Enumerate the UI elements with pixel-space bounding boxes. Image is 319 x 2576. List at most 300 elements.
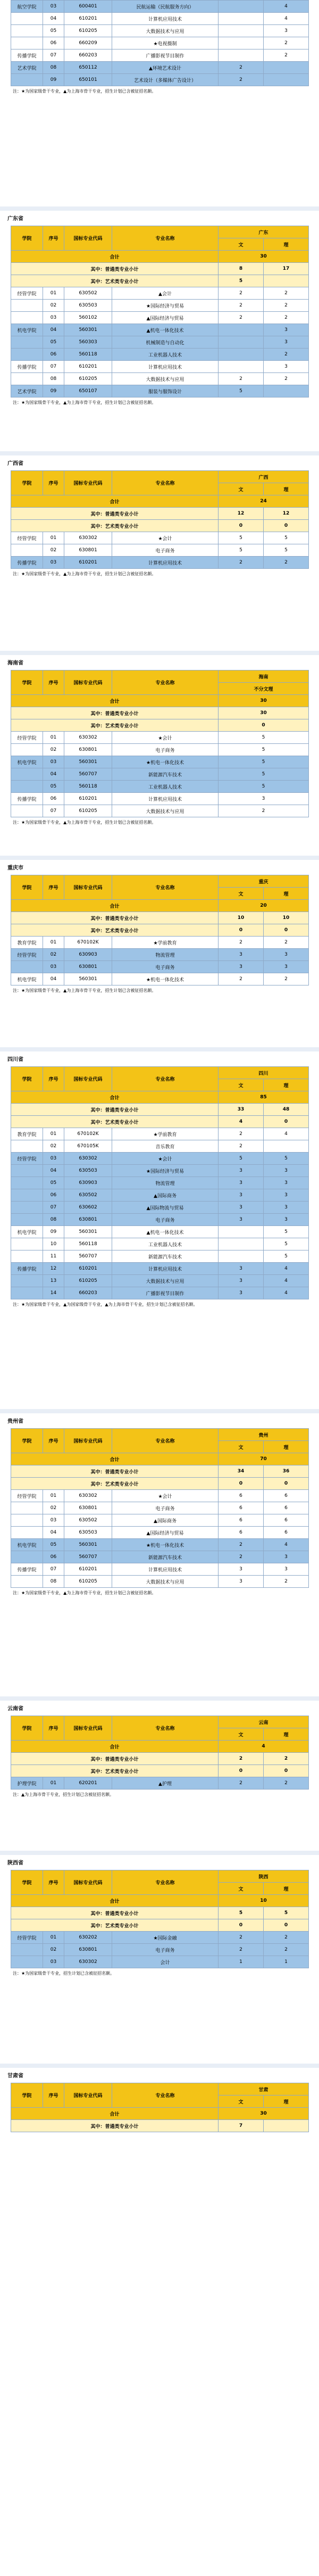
college-cell bbox=[11, 1177, 43, 1189]
college-cell bbox=[11, 744, 43, 756]
general-arts-value: 12 bbox=[219, 508, 264, 520]
general-subtotal-label: 其中：普通类专业小计 bbox=[11, 1465, 219, 1478]
major-cell: ★会计 bbox=[112, 1153, 219, 1165]
college-cell bbox=[11, 25, 43, 37]
code-cell: 670102K bbox=[64, 937, 112, 949]
science-cell: 3 bbox=[264, 25, 309, 37]
major-cell: 计算机应用技术 bbox=[112, 793, 219, 805]
table-row bbox=[11, 74, 309, 86]
no-cell: 01 bbox=[43, 1932, 64, 1944]
science-cell: 3 bbox=[264, 361, 309, 373]
no-cell: 07 bbox=[43, 805, 64, 817]
arts-cell bbox=[219, 37, 264, 49]
arts-cell bbox=[219, 13, 264, 25]
code-cell: 560301 bbox=[64, 973, 112, 985]
arts-cell bbox=[219, 49, 264, 62]
province-title: 广东省 bbox=[7, 216, 23, 222]
general-arts-value: 34 bbox=[219, 1465, 264, 1478]
science-cell: 3 bbox=[264, 1189, 309, 1202]
major-cell: 物流管理 bbox=[112, 949, 219, 961]
province-section-guangdong bbox=[0, 213, 319, 408]
code-cell: 560303 bbox=[64, 336, 112, 349]
code-cell: 630503 bbox=[64, 1527, 112, 1539]
arts-cell: 3 bbox=[219, 1275, 264, 1287]
table-row bbox=[11, 13, 309, 25]
art-subtotal-row bbox=[11, 719, 309, 732]
no-cell: 13 bbox=[43, 1275, 64, 1287]
major-cell: ▲国际经济与贸易 bbox=[112, 312, 219, 324]
code-cell: 630302 bbox=[64, 532, 112, 544]
table-row bbox=[11, 1514, 309, 1527]
science-cell: 4 bbox=[264, 1263, 309, 1275]
general-science-value: 36 bbox=[264, 1465, 309, 1478]
arts-cell: 2 bbox=[219, 1539, 264, 1551]
code-cell: 610201 bbox=[64, 793, 112, 805]
science-cell: 2 bbox=[264, 1944, 309, 1956]
table-row bbox=[11, 744, 309, 756]
major-cell: ▲国际商务 bbox=[112, 1514, 219, 1527]
header-arts: 文 bbox=[219, 2095, 264, 2108]
no-cell: 02 bbox=[43, 744, 64, 756]
header-code: 国标专业代码 bbox=[64, 1870, 112, 1895]
no-cell: 01 bbox=[43, 532, 64, 544]
science-cell: 3 bbox=[264, 1165, 309, 1177]
science-cell: 3 bbox=[264, 1551, 309, 1563]
science-cell: 5 bbox=[264, 532, 309, 544]
major-cell: ★会计 bbox=[112, 732, 219, 744]
header-code: 国标专业代码 bbox=[64, 2083, 112, 2108]
code-cell: 630801 bbox=[64, 1502, 112, 1514]
code-cell: 560118 bbox=[64, 349, 112, 361]
code-cell: 610205 bbox=[64, 805, 112, 817]
table-row bbox=[11, 1165, 309, 1177]
college-cell: 机电学院 bbox=[11, 756, 43, 768]
code-cell: 560102 bbox=[64, 312, 112, 324]
science-cell: 1 bbox=[264, 1956, 309, 1968]
science-cell: 3 bbox=[264, 324, 309, 336]
province-title: 贵州省 bbox=[7, 1419, 23, 1424]
total-label: 合计 bbox=[11, 900, 219, 912]
science-cell: 6 bbox=[264, 1514, 309, 1527]
general-arts-value: 8 bbox=[219, 263, 264, 275]
college-cell: 机电学院 bbox=[11, 324, 43, 336]
college-cell: 传播学院 bbox=[11, 1263, 43, 1275]
value-cell: 5 bbox=[219, 744, 309, 756]
science-cell bbox=[264, 74, 309, 86]
header-province: 陕西 bbox=[219, 1870, 309, 1883]
no-cell: 03 bbox=[43, 312, 64, 324]
major-cell: 物流管理 bbox=[112, 1177, 219, 1189]
science-cell: 5 bbox=[264, 544, 309, 557]
table-note: 注：★为国家级骨干专业，▲为上海市骨干专业，招生计划已含被征招名额。 bbox=[13, 89, 156, 94]
science-cell bbox=[264, 1140, 309, 1153]
table-note: 注：★为国家级骨干专业，▲为上海市骨干专业，招生计划已含被征招名额。 bbox=[13, 571, 156, 576]
header-major: 专业名称 bbox=[112, 226, 219, 251]
province-title: 甘肃省 bbox=[7, 2073, 23, 2079]
no-cell: 05 bbox=[43, 781, 64, 793]
no-cell: 08 bbox=[43, 373, 64, 385]
total-label: 合计 bbox=[11, 251, 219, 263]
science-cell: 2 bbox=[264, 312, 309, 324]
header-code: 国标专业代码 bbox=[64, 670, 112, 695]
major-cell: ▲会计 bbox=[112, 287, 219, 300]
college-cell bbox=[11, 1514, 43, 1527]
table-row bbox=[11, 732, 309, 744]
major-cell: 广播影视节目制作 bbox=[112, 1287, 219, 1299]
table-note: 注：★为国家级骨干专业，▲为上海市骨干专业，招生计划已含被征招名额。 bbox=[13, 988, 156, 993]
section-divider bbox=[0, 206, 319, 211]
science-cell: 3 bbox=[264, 1563, 309, 1576]
table-row bbox=[11, 973, 309, 985]
major-cell: ★机电一体化技术 bbox=[112, 756, 219, 768]
header-science: 理 bbox=[264, 888, 309, 900]
province-title: 陕西省 bbox=[7, 1860, 23, 1866]
total-label: 合计 bbox=[11, 2108, 219, 2120]
arts-cell bbox=[219, 1238, 264, 1250]
plan-table bbox=[11, 875, 309, 985]
code-cell: 560118 bbox=[64, 1238, 112, 1250]
general-science-value: 12 bbox=[264, 508, 309, 520]
major-cell: 计算机应用技术 bbox=[112, 1563, 219, 1576]
section-divider bbox=[0, 1047, 319, 1051]
science-cell: 4 bbox=[264, 1128, 309, 1140]
major-cell: ★学前教育 bbox=[112, 937, 219, 949]
general-subtotal-label: 其中：普通类专业小计 bbox=[11, 1907, 219, 1919]
arts-cell: 5 bbox=[219, 385, 264, 397]
arts-cell: 3 bbox=[219, 1202, 264, 1214]
table-row bbox=[11, 385, 309, 397]
value-cell: 2 bbox=[219, 805, 309, 817]
no-cell: 05 bbox=[43, 25, 64, 37]
table-row bbox=[11, 1140, 309, 1153]
art-subtotal-label: 其中：艺术类专业小计 bbox=[11, 1116, 219, 1128]
total-row bbox=[11, 900, 309, 912]
science-cell: 2 bbox=[264, 49, 309, 62]
table-row bbox=[11, 1, 309, 13]
value-cell: 5 bbox=[219, 781, 309, 793]
header-no: 序号 bbox=[43, 2083, 64, 2108]
art-subtotal-row bbox=[11, 1116, 309, 1128]
header-college: 学院 bbox=[11, 1716, 43, 1741]
code-cell: 670102K bbox=[64, 1128, 112, 1140]
table-note: 注：★为国家级骨干专业，▲为上海市骨干专业，招生计划已含被征招名额。 bbox=[13, 400, 156, 405]
arts-cell: 3 bbox=[219, 1177, 264, 1189]
table-row bbox=[11, 1539, 309, 1551]
header-science: 理 bbox=[264, 2095, 309, 2108]
code-cell: 610201 bbox=[64, 557, 112, 569]
table-row bbox=[11, 37, 309, 49]
header-major: 专业名称 bbox=[112, 471, 219, 495]
table-header bbox=[11, 1870, 309, 1883]
no-cell: 01 bbox=[43, 732, 64, 744]
header-no: 序号 bbox=[43, 471, 64, 495]
science-cell: 2 bbox=[264, 1777, 309, 1790]
total-row bbox=[11, 251, 309, 263]
plan-table bbox=[11, 0, 309, 86]
major-cell: 工业机器人技术 bbox=[112, 1238, 219, 1250]
code-cell: 650112 bbox=[64, 62, 112, 74]
general-subtotal-row bbox=[11, 508, 309, 520]
science-cell: 3 bbox=[264, 1202, 309, 1214]
arts-cell bbox=[219, 25, 264, 37]
major-cell: ★机电一体化技术 bbox=[112, 973, 219, 985]
header-major: 专业名称 bbox=[112, 875, 219, 900]
header-province: 海南 bbox=[219, 670, 309, 683]
arts-cell: 6 bbox=[219, 1514, 264, 1527]
art-subtotal-row bbox=[11, 1478, 309, 1490]
general-arts-value: 2 bbox=[219, 1753, 264, 1765]
header-arts: 文 bbox=[219, 1883, 264, 1895]
header-science: 理 bbox=[264, 1441, 309, 1453]
no-cell: 06 bbox=[43, 1189, 64, 1202]
general-subtotal-row bbox=[11, 1104, 309, 1116]
arts-cell: 3 bbox=[219, 1189, 264, 1202]
general-arts-value: 10 bbox=[219, 912, 264, 924]
plan-table bbox=[11, 226, 309, 397]
no-cell: 02 bbox=[43, 544, 64, 557]
no-cell: 07 bbox=[43, 361, 64, 373]
art-arts-value: 0 bbox=[219, 924, 264, 937]
science-cell: 2 bbox=[264, 37, 309, 49]
no-cell: 03 bbox=[43, 1956, 64, 1968]
general-subtotal-label: 其中：普通类专业小计 bbox=[11, 1753, 219, 1765]
header-undivided: 不分文理 bbox=[219, 683, 309, 695]
science-cell: 4 bbox=[264, 1275, 309, 1287]
art-subtotal-label: 其中：艺术类专业小计 bbox=[11, 275, 219, 287]
major-cell: 民航运输（民航服务方向） bbox=[112, 1, 219, 13]
general-science-value: 5 bbox=[264, 1907, 309, 1919]
header-major: 专业名称 bbox=[112, 670, 219, 695]
total-value: 10 bbox=[219, 1895, 309, 1907]
science-cell bbox=[264, 385, 309, 397]
general-subtotal-row bbox=[11, 1465, 309, 1478]
general-science-value bbox=[264, 2120, 309, 2132]
no-cell: 14 bbox=[43, 1287, 64, 1299]
college-cell bbox=[11, 1140, 43, 1153]
college-cell: 经管学院 bbox=[11, 1153, 43, 1165]
major-cell: ▲机电一体化技术 bbox=[112, 1226, 219, 1238]
header-province: 重庆 bbox=[219, 875, 309, 888]
table-row bbox=[11, 25, 309, 37]
total-value: 20 bbox=[219, 900, 309, 912]
art-subtotal-label: 其中：艺术类专业小计 bbox=[11, 924, 219, 937]
no-cell: 06 bbox=[43, 37, 64, 49]
major-cell: ▲环境艺术设计 bbox=[112, 62, 219, 74]
header-college: 学院 bbox=[11, 1067, 43, 1091]
table-note: 注：★为国家级骨干专业，▲为国家级骨干专业，▲为上海市骨干专业，招生计划已含被征招名额。 bbox=[13, 1302, 198, 1307]
table-row bbox=[11, 805, 309, 817]
art-subtotal-label: 其中：艺术类专业小计 bbox=[11, 719, 219, 732]
art-science-value: 0 bbox=[264, 520, 309, 532]
header-college: 学院 bbox=[11, 2083, 43, 2108]
table-header bbox=[11, 670, 309, 683]
major-cell: ★国际经济与贸易 bbox=[112, 300, 219, 312]
no-cell: 09 bbox=[43, 74, 64, 86]
table-row bbox=[11, 287, 309, 300]
arts-cell: 3 bbox=[219, 1263, 264, 1275]
table-row bbox=[11, 1287, 309, 1299]
code-cell: 660203 bbox=[64, 49, 112, 62]
table-row bbox=[11, 1189, 309, 1202]
art-subtotal-row bbox=[11, 1919, 309, 1932]
major-cell: ▲国际物流与贸易 bbox=[112, 1202, 219, 1214]
province-title: 重庆市 bbox=[7, 865, 23, 871]
no-cell: 01 bbox=[43, 1490, 64, 1502]
science-cell: 3 bbox=[264, 1177, 309, 1189]
college-cell: 传播学院 bbox=[11, 1563, 43, 1576]
table-row bbox=[11, 768, 309, 781]
table-header bbox=[11, 1716, 309, 1728]
code-cell: 560301 bbox=[64, 756, 112, 768]
college-cell bbox=[11, 781, 43, 793]
table-row bbox=[11, 1502, 309, 1514]
major-cell: 电子商务 bbox=[112, 1502, 219, 1514]
code-cell: 630302 bbox=[64, 1490, 112, 1502]
header-major: 专业名称 bbox=[112, 1067, 219, 1091]
code-cell: 630801 bbox=[64, 1944, 112, 1956]
total-row bbox=[11, 495, 309, 508]
no-cell: 04 bbox=[43, 768, 64, 781]
total-row bbox=[11, 1895, 309, 1907]
code-cell: 600401 bbox=[64, 1, 112, 13]
general-science-value: 2 bbox=[264, 1753, 309, 1765]
arts-cell: 2 bbox=[219, 62, 264, 74]
no-cell: 02 bbox=[43, 1944, 64, 1956]
no-cell: 06 bbox=[43, 793, 64, 805]
art-subtotal-row bbox=[11, 1765, 309, 1777]
college-cell bbox=[11, 74, 43, 86]
code-cell: 630801 bbox=[64, 744, 112, 756]
table-note: 注：▲为上海市骨干专业，招生计划已含被征招名额。 bbox=[13, 1792, 114, 1797]
no-cell: 07 bbox=[43, 1563, 64, 1576]
table-row bbox=[11, 62, 309, 74]
college-cell: 传播学院 bbox=[11, 557, 43, 569]
header-arts: 文 bbox=[219, 1441, 264, 1453]
no-cell: 02 bbox=[43, 1140, 64, 1153]
table-header bbox=[11, 875, 309, 888]
table-row bbox=[11, 937, 309, 949]
section-divider bbox=[0, 1851, 319, 1855]
college-cell bbox=[11, 1576, 43, 1588]
arts-cell: 3 bbox=[219, 1576, 264, 1588]
general-subtotal-label: 其中：普通类专业小计 bbox=[11, 508, 219, 520]
science-cell: 2 bbox=[264, 973, 309, 985]
no-cell: 07 bbox=[43, 49, 64, 62]
college-cell bbox=[11, 1202, 43, 1214]
college-cell bbox=[11, 1551, 43, 1563]
header-arts: 文 bbox=[219, 1079, 264, 1091]
science-cell: 3 bbox=[264, 1214, 309, 1226]
no-cell: 05 bbox=[43, 336, 64, 349]
table-row bbox=[11, 1202, 309, 1214]
major-cell: 工业机器人技术 bbox=[112, 781, 219, 793]
header-major: 专业名称 bbox=[112, 1870, 219, 1895]
header-science: 理 bbox=[264, 1079, 309, 1091]
arts-cell: 3 bbox=[219, 949, 264, 961]
arts-cell bbox=[219, 324, 264, 336]
major-cell: 音乐教育 bbox=[112, 1140, 219, 1153]
no-cell: 06 bbox=[43, 1551, 64, 1563]
art-arts-value: 0 bbox=[219, 520, 264, 532]
total-value: 70 bbox=[219, 1453, 309, 1465]
arts-cell: 3 bbox=[219, 961, 264, 973]
major-cell: 艺术设计（多媒体广告设计） bbox=[112, 74, 219, 86]
science-cell: 2 bbox=[264, 1576, 309, 1588]
arts-cell bbox=[219, 1, 264, 13]
table-row bbox=[11, 1238, 309, 1250]
no-cell: 08 bbox=[43, 62, 64, 74]
code-cell: 630801 bbox=[64, 1214, 112, 1226]
major-cell: 新能源汽车技术 bbox=[112, 768, 219, 781]
no-cell: 04 bbox=[43, 973, 64, 985]
header-code: 国标专业代码 bbox=[64, 226, 112, 251]
science-cell: 3 bbox=[264, 949, 309, 961]
total-value: 30 bbox=[219, 251, 309, 263]
header-no: 序号 bbox=[43, 670, 64, 695]
code-cell: 560707 bbox=[64, 1551, 112, 1563]
no-cell: 02 bbox=[43, 949, 64, 961]
table-row bbox=[11, 373, 309, 385]
arts-cell: 2 bbox=[219, 74, 264, 86]
science-cell bbox=[264, 62, 309, 74]
college-cell: 经管学院 bbox=[11, 1932, 43, 1944]
table-row bbox=[11, 1226, 309, 1238]
table-row bbox=[11, 532, 309, 544]
general-subtotal-row bbox=[11, 707, 309, 719]
science-cell: 4 bbox=[264, 1287, 309, 1299]
table-row bbox=[11, 1177, 309, 1189]
code-cell: 610205 bbox=[64, 373, 112, 385]
header-code: 国标专业代码 bbox=[64, 1429, 112, 1453]
code-cell: 560707 bbox=[64, 768, 112, 781]
college-cell: 艺术学院 bbox=[11, 385, 43, 397]
code-cell: 610201 bbox=[64, 361, 112, 373]
header-no: 序号 bbox=[43, 1716, 64, 1741]
college-cell: 经管学院 bbox=[11, 949, 43, 961]
major-cell: ★学前教育 bbox=[112, 1128, 219, 1140]
table-header bbox=[11, 471, 309, 483]
arts-cell: 2 bbox=[219, 312, 264, 324]
major-cell: 广播影视节目制作 bbox=[112, 49, 219, 62]
no-cell: 09 bbox=[43, 1226, 64, 1238]
college-cell bbox=[11, 961, 43, 973]
code-cell: 630801 bbox=[64, 544, 112, 557]
general-subtotal-label: 其中：普通类专业小计 bbox=[11, 912, 219, 924]
college-cell bbox=[11, 1527, 43, 1539]
science-cell: 5 bbox=[264, 1226, 309, 1238]
major-cell: 新能源汽车技术 bbox=[112, 1250, 219, 1263]
arts-cell: 2 bbox=[219, 557, 264, 569]
arts-cell: 2 bbox=[219, 937, 264, 949]
code-cell: 630302 bbox=[64, 1153, 112, 1165]
no-cell: 06 bbox=[43, 349, 64, 361]
code-cell: 630502 bbox=[64, 1189, 112, 1202]
header-arts: 文 bbox=[219, 1728, 264, 1741]
science-cell: 2 bbox=[264, 373, 309, 385]
major-cell: ▲护理 bbox=[112, 1777, 219, 1790]
general-subtotal-row bbox=[11, 263, 309, 275]
no-cell: 03 bbox=[43, 961, 64, 973]
art-subtotal-label: 其中：艺术类专业小计 bbox=[11, 520, 219, 532]
science-cell: 4 bbox=[264, 1539, 309, 1551]
header-code: 国标专业代码 bbox=[64, 1067, 112, 1091]
table-row bbox=[11, 781, 309, 793]
art-science-value: 0 bbox=[264, 1919, 309, 1932]
college-cell bbox=[11, 1944, 43, 1956]
college-cell: 经管学院 bbox=[11, 732, 43, 744]
code-cell: 630602 bbox=[64, 1202, 112, 1214]
plan-table bbox=[11, 2083, 309, 2132]
